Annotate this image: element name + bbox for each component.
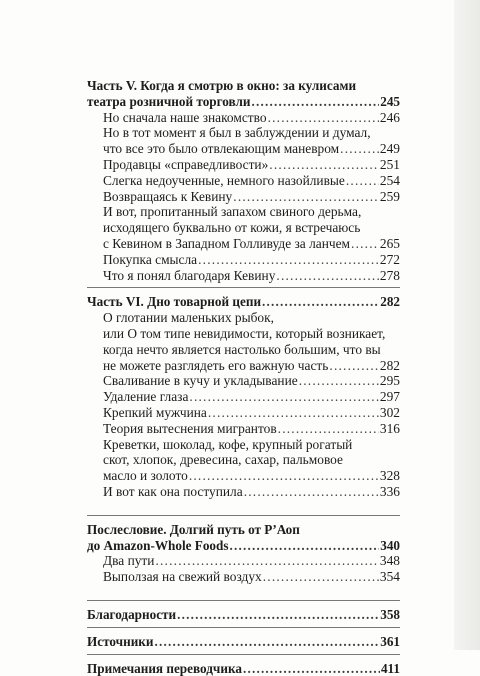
back-matter-title: Благодарности <box>87 607 176 623</box>
toc-entry-page: 254 <box>380 173 400 189</box>
toc-entry-page: 328 <box>380 468 400 484</box>
toc-entry-title: Удаление глаза <box>103 389 188 405</box>
toc-entry-page: 259 <box>380 189 400 205</box>
toc-entry-line: Креветки, шоколад, кофе, крупный рогатый <box>103 437 400 453</box>
toc-entry-line: О глотании маленьких рыбок, <box>103 310 400 326</box>
toc-entry-row <box>103 373 400 389</box>
leader-dots <box>329 358 379 374</box>
part-6-title: Часть VI. Дно товарной цепи <box>87 294 261 310</box>
toc-entry-title: Продавцы «справедливости» <box>103 157 268 173</box>
toc-epilogue <box>87 522 400 585</box>
toc-entry-row <box>103 484 400 500</box>
toc-entry-row <box>103 358 400 374</box>
leader-dots <box>351 236 379 252</box>
toc-entry-page: 295 <box>380 373 400 389</box>
toc-entry-row <box>103 236 400 252</box>
table-of-contents <box>87 78 400 676</box>
leader-dots <box>198 252 379 268</box>
toc-entry <box>87 569 400 585</box>
section-divider <box>87 515 400 516</box>
toc-entry-title: И вот как она поступила <box>103 484 243 500</box>
toc-entry-line: И вот, пропитанный запахом свиного дерьма, <box>103 204 400 220</box>
leader-dots <box>276 268 379 284</box>
leader-dots <box>189 389 379 405</box>
epilogue-title-line-1: Послесловие. Долгий путь от Р’Аоп <box>87 522 400 538</box>
toc-entry <box>87 553 400 569</box>
toc-entry-row <box>103 173 400 189</box>
toc-entry-row <box>103 389 400 405</box>
section-divider <box>87 600 400 601</box>
back-matter-page: 358 <box>380 607 400 623</box>
leader-dots <box>268 110 379 126</box>
leader-dots <box>233 189 379 205</box>
toc-entry <box>87 189 400 205</box>
back-matter-title: Примечания переводчика <box>87 661 242 676</box>
toc-entry-page: 272 <box>380 252 400 268</box>
toc-entry-page: 249 <box>380 141 400 157</box>
toc-part-5 <box>87 78 400 283</box>
leader-dots <box>278 421 379 437</box>
toc-entry-line: когда нечто является настолько большим, что вы <box>103 342 400 358</box>
toc-entry <box>87 310 400 373</box>
leader-dots <box>177 607 379 623</box>
toc-entry-page: 278 <box>380 268 400 284</box>
leader-dots <box>243 661 380 676</box>
toc-entry-title: Два пути <box>103 553 154 569</box>
leader-dots <box>155 634 380 650</box>
leader-dots <box>252 94 380 110</box>
toc-entry <box>87 421 400 437</box>
toc-entry-title: с Кевином в Западном Голливуде за ланчем <box>103 236 350 252</box>
toc-entry-title: Но сначала наше знакомство <box>103 110 267 126</box>
toc-entry-row <box>103 268 400 284</box>
leader-dots <box>244 484 379 500</box>
toc-entry-page: 282 <box>380 358 400 374</box>
toc-entry <box>87 405 400 421</box>
leader-dots <box>229 538 379 554</box>
toc-entry-page: 246 <box>380 110 400 126</box>
toc-entry <box>87 437 400 484</box>
toc-entry <box>87 484 400 500</box>
toc-entry-page: 316 <box>380 421 400 437</box>
back-matter-row <box>87 634 400 650</box>
toc-entry-row <box>103 569 400 585</box>
leader-dots <box>299 373 379 389</box>
page-edge <box>454 0 480 650</box>
toc-entry <box>87 268 400 284</box>
leader-dots <box>340 141 379 157</box>
leader-dots <box>346 173 379 189</box>
toc-entry-title: Слегка недоученные, немного назойливые <box>103 173 345 189</box>
toc-entry <box>87 204 400 251</box>
toc-entry <box>87 125 400 157</box>
toc-entry-title: Возвращаясь к Кевину <box>103 189 232 205</box>
back-matter-row <box>87 661 400 676</box>
toc-entry-row <box>103 252 400 268</box>
toc-entry-row <box>103 468 400 484</box>
toc-entry-title: масло и золото <box>103 468 188 484</box>
section-divider <box>87 287 400 288</box>
part-5-title: театра розничной торговли <box>87 94 251 110</box>
leader-dots <box>262 294 379 310</box>
leader-dots <box>189 468 379 484</box>
toc-entry <box>87 173 400 189</box>
toc-entry-page: 297 <box>380 389 400 405</box>
toc-entry-line: исходящего буквально от кожи, я встречаюсь <box>103 220 400 236</box>
toc-entry-title: что все это было отвлекающим маневром <box>103 141 339 157</box>
section-divider <box>87 627 400 628</box>
toc-entry-title: Покупка смысла <box>103 252 197 268</box>
toc-entry-page: 354 <box>380 569 400 585</box>
toc-entry-row <box>103 421 400 437</box>
toc-entry-row <box>103 553 400 569</box>
toc-entry-page: 251 <box>380 157 400 173</box>
toc-entry-title: Что я понял благодаря Кевину <box>103 268 275 284</box>
epilogue-title-line-2 <box>87 538 400 554</box>
leader-dots <box>155 553 378 569</box>
leader-dots <box>269 157 379 173</box>
part-6-title-row <box>87 294 400 310</box>
leader-dots <box>263 569 379 585</box>
toc-entry-row <box>103 405 400 421</box>
part-5-page: 245 <box>380 94 400 110</box>
toc-entry-title: Крепкий мужчина <box>103 405 207 421</box>
toc-entry-title: Сваливание в кучу и укладывание <box>103 373 298 389</box>
toc-entry-title: не можете разглядеть его важную часть <box>103 358 328 374</box>
back-matter-page: 411 <box>381 661 400 676</box>
toc-entry-row <box>103 157 400 173</box>
part-6-page: 282 <box>380 294 400 310</box>
part-5-title-line-1: Часть V. Когда я смотрю в окно: за кулисами <box>87 78 400 94</box>
toc-entry-page: 336 <box>380 484 400 500</box>
toc-entry-page: 302 <box>380 405 400 421</box>
toc-part-6 <box>87 294 400 499</box>
toc-entry <box>87 252 400 268</box>
part-5-title-line-2 <box>87 94 400 110</box>
toc-entry-title: Выползая на свежий воздух <box>103 569 262 585</box>
epilogue-page: 340 <box>380 538 400 554</box>
back-matter-page: 361 <box>380 634 400 650</box>
toc-entry-line: Но в тот момент я был в заблуждении и думал, <box>103 125 400 141</box>
toc-entry <box>87 110 400 126</box>
toc-entry-row <box>103 141 400 157</box>
toc-entry <box>87 373 400 389</box>
toc-entry-row <box>103 110 400 126</box>
back-matter-row <box>87 607 400 623</box>
toc-entry-row <box>103 189 400 205</box>
toc-entry-line: скот, хлопок, древесина, сахар, пальмовое <box>103 452 400 468</box>
toc-entry <box>87 157 400 173</box>
back-matter-title: Источники <box>87 634 154 650</box>
toc-entry-page: 348 <box>380 553 400 569</box>
toc-entry-title: Теория вытеснения мигрантов <box>103 421 277 437</box>
toc-back-matter <box>87 607 400 676</box>
epilogue-title: до Amazon-Whole Foods <box>87 538 228 554</box>
section-divider <box>87 654 400 655</box>
toc-entry <box>87 389 400 405</box>
toc-entry-page: 265 <box>380 236 400 252</box>
leader-dots <box>208 405 379 421</box>
toc-entry-line: или О том типе невидимости, который возникает, <box>103 326 400 342</box>
